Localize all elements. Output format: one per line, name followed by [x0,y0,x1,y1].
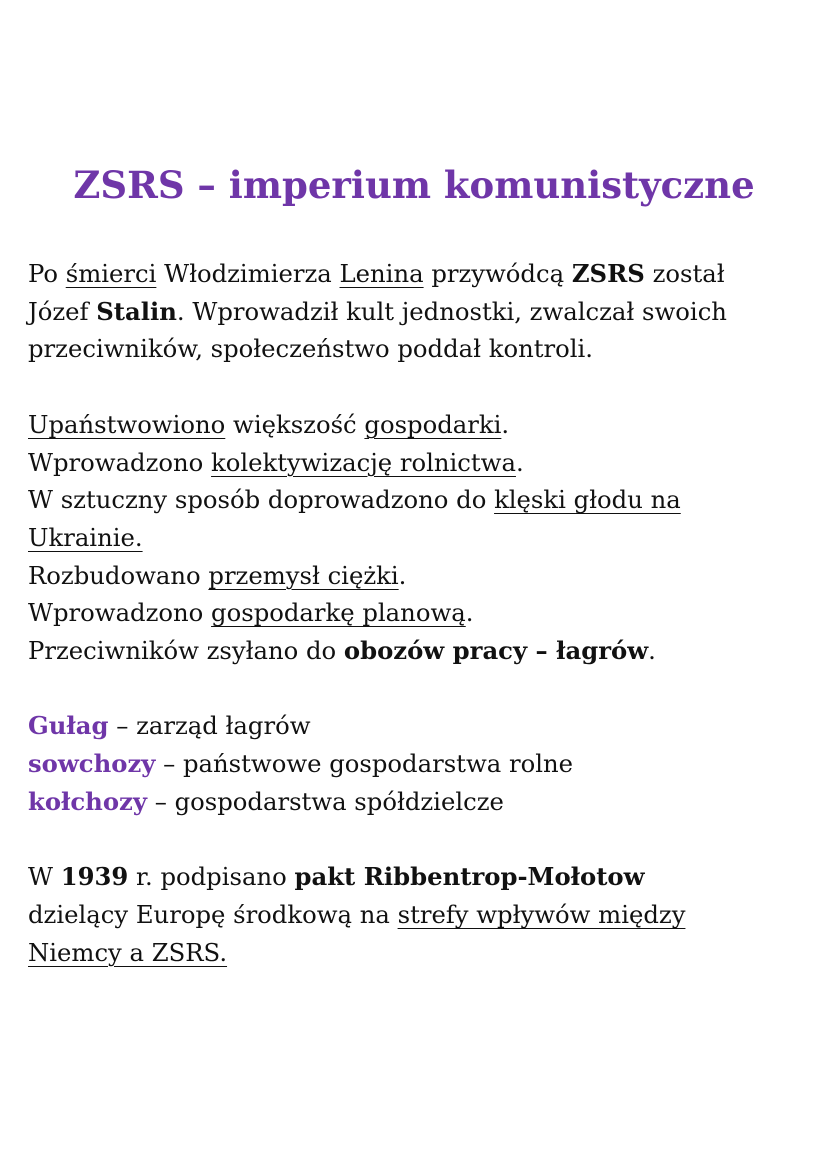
underlined-term: gospodarkę planową [211,598,466,628]
text-run: Wprowadzono [28,447,212,477]
text-line [28,934,808,972]
text-line [28,444,808,482]
glossary [28,707,808,820]
text-run: Rozbudowano [28,560,209,590]
bold-term: obozów pracy – łagrów [343,636,649,666]
text-line [28,557,808,595]
text-line [28,858,808,896]
text-run: został [644,259,725,288]
underlined-term: Upaństwowiono [28,409,226,439]
text-run: Przeciwników zsyłano do [28,636,344,666]
glossary-term: kołchozy [28,786,147,816]
underlined-term: Lenina [339,259,424,288]
text-run: W sztuczny sposób doprowadzono do [28,485,495,515]
glossary-term: sowchozy [28,749,156,779]
text-line: przeciwników, społeczeństwo poddał kontroli. [28,334,594,364]
paragraph-gap [28,821,808,859]
text-run: większość [225,409,365,439]
underlined-term: Ukrainie. [28,522,143,552]
text-run: . [515,447,524,477]
glossary-definition: – gospodarstwa spółdzielcze [146,786,504,816]
text-run: dzielący Europę środkową na [28,899,398,929]
underlined-term: gospodarki [364,409,502,439]
text-run: . [648,636,656,666]
glossary-definition: – zarząd łagrów [108,711,311,741]
text-line [28,293,808,331]
glossary-definition: – państwowe gospodarstwa rolne [155,749,573,779]
text-run: Po [28,259,66,288]
text-run: Józef [28,296,97,326]
text-run: . [465,598,474,628]
glossary-item [28,707,808,745]
paragraph-gap [28,670,808,708]
text-line [28,632,808,670]
text-line [28,255,808,293]
underlined-term: klęski głodu na [494,485,681,515]
underlined-term: kolektywizację rolnictwa [211,447,516,477]
glossary-term: Gułag [28,711,109,741]
text-run: W [28,862,61,892]
bold-term: 1939 [60,862,129,892]
paragraph-stalin [28,255,808,368]
text-line [28,406,808,444]
paragraph-economy [28,406,808,670]
text-run: Wprowadzono [28,598,212,628]
glossary-item [28,745,808,783]
paragraph-gap [28,368,808,406]
text-run: . [501,409,510,439]
bold-term: pakt Ribbentrop-Mołotow [294,862,645,892]
underlined-term: Niemcy a ZSRS. [28,937,228,967]
text-line [28,594,808,632]
bold-term: Stalin [96,296,177,326]
document-body [28,255,808,971]
text-run: . [398,560,407,590]
bold-term: ZSRS [571,259,645,288]
underlined-term: strefy wpływów między [397,899,686,929]
paragraph-pact [28,858,808,971]
text-line [28,481,808,519]
underlined-term: śmierci [65,259,157,288]
page-title: ZSRS – imperium komunistyczne [73,163,755,207]
text-run: r. podpisano [128,862,295,892]
text-line [28,896,808,934]
text-line [28,519,808,557]
glossary-item [28,783,808,821]
text-run: Włodzimierza [156,259,340,288]
text-run: . Wprowadził kult jednostki, zwalczał swoich [176,296,727,326]
text-run: przywódcą [423,259,572,288]
underlined-term: przemysł ciężki [208,560,399,590]
